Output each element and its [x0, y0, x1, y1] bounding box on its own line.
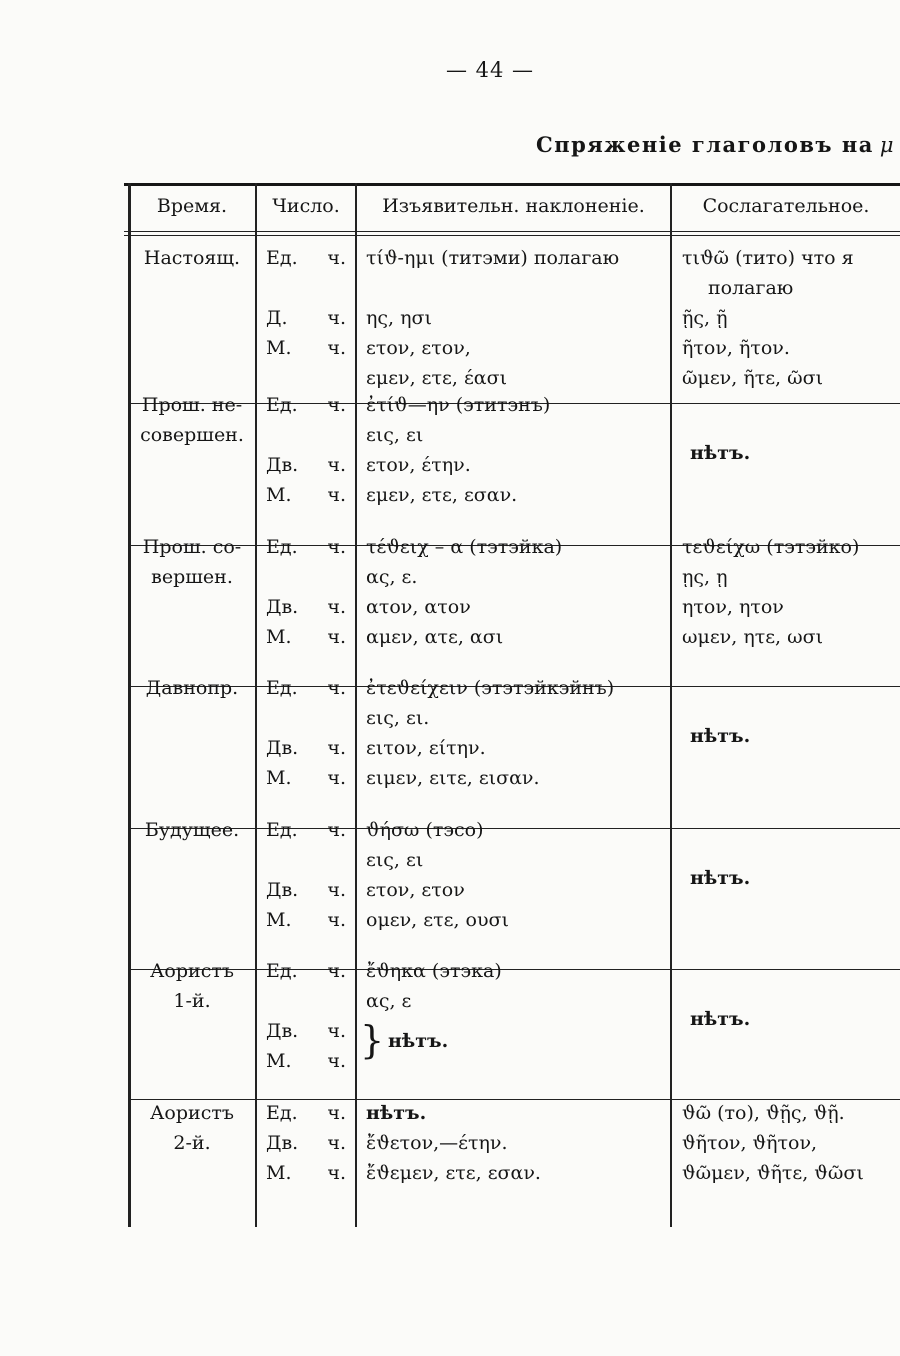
number-word: ч. [327, 1162, 346, 1184]
tense-cell [130, 1098, 254, 1158]
header-time: Время. [156, 195, 228, 217]
indicative-cell [366, 243, 666, 393]
number-line [266, 420, 346, 450]
indicative-form: τίϑ-ημι (титэми) полагаю [366, 247, 620, 269]
tense-label: Аористъ [150, 960, 234, 982]
tense-cell [130, 532, 254, 592]
tense-cell [130, 956, 254, 1016]
subjunctive-cell [682, 1098, 900, 1188]
tense-label: Прош. со- [142, 536, 242, 558]
subjunctive-form: τεϑείχω (тэтэйко) [682, 536, 860, 558]
indicative-form: ετον, έτην. [366, 454, 471, 476]
number-cell [266, 956, 346, 1076]
subjunctive-form: нѣтъ. [690, 1008, 751, 1030]
indicative-form: ομεν, ετε, ουσι [366, 909, 509, 931]
conjugation-table [124, 183, 900, 1227]
number-line [266, 333, 346, 363]
column-divider-2 [355, 183, 357, 1227]
subjunctive-form: нѣтъ. [690, 442, 751, 464]
number-abbrev: М. [266, 767, 292, 789]
subjunctive-form: τιϑῶ (тито) что я [682, 247, 854, 269]
brace-icon: } [360, 1018, 385, 1062]
number-abbrev: М. [266, 1050, 292, 1072]
indicative-cell [366, 1098, 666, 1188]
number-line [266, 1098, 346, 1128]
number-word: ч. [327, 337, 346, 359]
indicative-cell [366, 532, 666, 652]
number-abbrev: Ед. [266, 819, 298, 841]
number-word: ч. [327, 1102, 346, 1124]
number-line [266, 905, 346, 935]
column-divider-1 [255, 183, 257, 1227]
number-word: ч. [327, 626, 346, 648]
number-abbrev: Ед. [266, 394, 298, 416]
indicative-cell [366, 956, 666, 1016]
subjunctive-form: ωμεν, ητε, ωσι [682, 626, 824, 648]
subjunctive-form: ϑῶ (то), ϑῇς, ϑῇ. [682, 1102, 845, 1124]
tense-label: Будущее. [144, 819, 240, 841]
tense-label: совершен. [140, 424, 244, 446]
number-line [266, 1016, 346, 1046]
subjunctive-cell [690, 863, 900, 893]
number-word: ч. [327, 960, 346, 982]
subjunctive-form: ϑῶμεν, ϑῆτε, ϑῶσι [682, 1162, 864, 1184]
indicative-form: εις, ει [366, 849, 424, 871]
tense-label: Давнопр. [145, 677, 239, 699]
indicative-form: ης, ησι [366, 307, 432, 329]
number-line [266, 703, 346, 733]
subjunctive-form: нѣтъ. [690, 867, 751, 889]
number-word: ч. [327, 307, 346, 329]
indicative-form: ας, ε. [366, 566, 418, 588]
tense-label: Аористъ [150, 1102, 234, 1124]
number-abbrev: Дв. [266, 1020, 299, 1042]
number-cell [266, 815, 346, 935]
number-line [266, 562, 346, 592]
indicative-form: нѣтъ. [366, 1102, 427, 1124]
number-line [266, 1158, 346, 1188]
number-cell [266, 243, 346, 363]
number-abbrev: Дв. [266, 454, 299, 476]
heading-greek-tail: μ [879, 133, 895, 157]
subjunctive-form: полагаю [708, 277, 794, 299]
indicative-form: εις, ει [366, 424, 424, 446]
subjunctive-cell [682, 243, 900, 393]
heading-text: Спряженіе глаголовъ на [536, 132, 874, 157]
indicative-form: τέϑειχ – α (тэтэйка) [366, 536, 563, 558]
header-rule-double [124, 235, 900, 236]
number-word: ч. [327, 819, 346, 841]
indicative-form: ἔϑεμεν, ετε, εσαν. [366, 1162, 541, 1184]
indicative-form: ατον, ατον [366, 596, 471, 618]
number-word: ч. [327, 536, 346, 558]
number-abbrev: Д. [266, 307, 288, 329]
tense-label: 2-й. [173, 1132, 211, 1154]
number-abbrev: М. [266, 484, 292, 506]
number-line [266, 390, 346, 420]
subjunctive-cell [690, 721, 900, 751]
number-line [266, 763, 346, 793]
number-abbrev: Ед. [266, 536, 298, 558]
column-divider-3 [670, 183, 672, 1227]
subjunctive-form: ῃς, ῃ [682, 566, 728, 588]
number-abbrev: Ед. [266, 960, 298, 982]
number-abbrev: Дв. [266, 1132, 299, 1154]
number-line [266, 875, 346, 905]
indicative-form: ἐτεϑείχειν (этэтэйкэйнъ) [366, 677, 615, 699]
indicative-form: εμεν, ετε, εσαν. [366, 484, 518, 506]
number-word: ч. [327, 1020, 346, 1042]
number-abbrev: Ед. [266, 677, 298, 699]
indicative-form: ἔϑηκα (этэка) [366, 960, 502, 982]
indicative-cell [366, 815, 666, 935]
number-word: ч. [327, 879, 346, 901]
tense-label: 1-й. [173, 990, 211, 1012]
section-heading [536, 132, 900, 157]
subjunctive-form: ητον, ητον [682, 596, 784, 618]
number-word: ч. [327, 737, 346, 759]
indicative-cell [366, 673, 666, 793]
number-line [266, 815, 346, 845]
number-abbrev: Дв. [266, 737, 299, 759]
number-word: ч. [327, 1050, 346, 1072]
number-line [266, 622, 346, 652]
indicative-form [366, 273, 666, 303]
number-line [266, 1128, 346, 1158]
indicative-form: ἐτίϑ—ην (этитэнъ) [366, 394, 551, 416]
number-word: ч. [327, 767, 346, 789]
number-word: ч. [327, 677, 346, 699]
number-word: ч. [327, 394, 346, 416]
indicative-form: αμεν, ατε, ασι [366, 626, 504, 648]
indicative-form: ας, ε [366, 990, 412, 1012]
number-abbrev: Ед. [266, 1102, 298, 1124]
indicative-form: εις, ει. [366, 707, 430, 729]
indicative-form: ἔϑετον,—έτην. [366, 1132, 508, 1154]
tense-label: Прош. не- [141, 394, 243, 416]
number-word: ч. [327, 596, 346, 618]
tense-cell [130, 390, 254, 450]
header-number: Число. [272, 195, 340, 217]
number-word: ч. [327, 484, 346, 506]
number-line [266, 532, 346, 562]
number-cell [266, 673, 346, 793]
indicative-form: ετον, ετον [366, 879, 465, 901]
number-word: ч. [327, 247, 346, 269]
number-word: ч. [327, 909, 346, 931]
number-line [266, 303, 346, 333]
number-line [266, 986, 346, 1016]
number-abbrev: Дв. [266, 596, 299, 618]
subjunctive-form: нѣтъ. [690, 725, 751, 747]
indicative-cell [366, 390, 666, 510]
number-line [266, 592, 346, 622]
page-number: — 44 — [445, 58, 535, 82]
number-line [266, 1046, 346, 1076]
subjunctive-cell [682, 532, 900, 652]
tense-cell [130, 243, 254, 273]
number-word: ч. [327, 1132, 346, 1154]
subjunctive-cell [690, 438, 900, 468]
number-line [266, 273, 346, 303]
tense-label: Настоящ. [143, 247, 241, 269]
number-word: ч. [327, 454, 346, 476]
number-cell [266, 390, 346, 510]
indicative-form: ετον, ετον, [366, 337, 471, 359]
indicative-form: εμεν, ετε, έασι [366, 367, 508, 389]
subjunctive-form: ῆτον, ῆτον. [682, 337, 790, 359]
number-line [266, 450, 346, 480]
subjunctive-form: ῇς, ῇ [682, 307, 728, 329]
tense-cell [130, 673, 254, 703]
number-line [266, 480, 346, 510]
number-abbrev: М. [266, 909, 292, 931]
header-indicative: Изъявительн. наклоненіе. [382, 195, 645, 217]
indicative-form: ϑήσω (тэсо) [366, 819, 484, 841]
number-abbrev: М. [266, 626, 292, 648]
header-rule [124, 231, 900, 232]
indicative-form: ειμεν, ειτε, εισαν. [366, 767, 540, 789]
number-line [266, 845, 346, 875]
number-abbrev: Ед. [266, 247, 298, 269]
indicative-brace-text: нѣтъ. [388, 1030, 449, 1052]
table-left-border [128, 183, 131, 1227]
number-abbrev: М. [266, 1162, 292, 1184]
subjunctive-cell [690, 1004, 900, 1034]
tense-label: вершен. [151, 566, 233, 588]
subjunctive-form: ῶμεν, ῆτε, ῶσι [682, 367, 824, 389]
number-abbrev: М. [266, 337, 292, 359]
number-abbrev: Дв. [266, 879, 299, 901]
subjunctive-form: ϑῆτον, ϑῆτον, [682, 1132, 818, 1154]
tense-cell [130, 815, 254, 845]
table-top-rule [124, 183, 900, 186]
number-line [266, 733, 346, 763]
indicative-form: ειτον, είτην. [366, 737, 486, 759]
number-line [266, 673, 346, 703]
number-line [266, 956, 346, 986]
number-line [266, 243, 346, 273]
header-subjunctive: Сослагательное. [702, 195, 870, 217]
number-cell [266, 1098, 346, 1188]
number-cell [266, 532, 346, 652]
